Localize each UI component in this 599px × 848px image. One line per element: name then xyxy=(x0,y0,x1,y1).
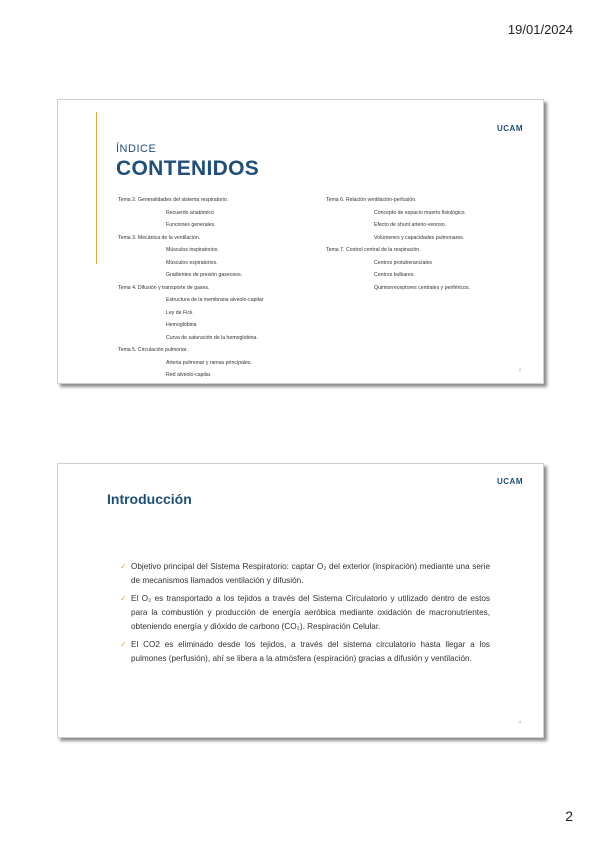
slide-introduction xyxy=(57,463,544,738)
slide-title: CONTENIDOS xyxy=(116,157,260,180)
ucam-logo: UCAM xyxy=(497,124,523,133)
toc-subitem: Ley de Fick xyxy=(166,309,193,316)
bullet-list xyxy=(120,560,490,670)
toc-subitem: Red alveolo-capilar. xyxy=(166,372,212,378)
ucam-logo: UCAM xyxy=(497,477,523,486)
bullet-text: El O₂ es transportado a los tejidos a través del Sistema Circulatorio y utilizado dentro de estos para la combustión y producción de energía aeróbica mediante oxidación de macronutrientes, obteniendo energía y dióxido de carbono (CO₂). Respiración Celular. xyxy=(131,594,490,631)
toc-subitem: Curva de saturación de la hemoglobina. xyxy=(166,334,258,341)
toc-subitem: Concepto de espacio muerto fisiológico. xyxy=(374,209,466,216)
checkmark-icon: ✓ xyxy=(120,640,127,649)
toc-subitem: Recuerdo anatómico xyxy=(166,209,214,216)
toc-topic: Tema 2. Generalidades del sistema respiratorio. xyxy=(118,197,229,203)
toc-subitem: Arteria pulmonar y ramas principales. xyxy=(166,359,252,366)
toc-subitem: Hemoglobina xyxy=(166,322,197,328)
toc-left-column xyxy=(118,194,318,382)
toc-topic: Tema 4. Difusión y transporte de gases. xyxy=(118,284,210,291)
bullet-item xyxy=(120,560,490,588)
slide-number: 4 xyxy=(518,719,521,724)
toc-subitem: Centros protuberanciales xyxy=(374,259,432,266)
toc-subitem: Volúmenes y capacidades pulmonares. xyxy=(374,234,465,241)
page-number: 2 xyxy=(565,808,573,824)
bullet-item xyxy=(120,638,490,666)
toc-subitem: Músculos inspiratorios. xyxy=(166,247,219,253)
toc-subitem: Funciones generales. xyxy=(166,222,216,228)
slide-number: 2 xyxy=(518,367,521,372)
toc-subitem: Estructura de la membrana alveolo-capilar xyxy=(166,297,264,303)
toc-subitem: Gradientes de presión gaseosos. xyxy=(166,272,243,278)
toc-subitem: Quimiorreceptores centrales y periféricos. xyxy=(374,284,471,291)
bullet-text: El CO2 es eliminado desde los tejidos, a través del sistema circulatorio hasta llegar a los pulmones (perfusión), ahí se libera a la atmósfera (espiración) gracias a difusión y ventilación. xyxy=(131,640,490,663)
checkmark-icon: ✓ xyxy=(120,594,127,603)
slide-contents xyxy=(57,99,544,384)
toc-topic: Tema 3. Mecánica de la ventilación. xyxy=(118,234,201,241)
toc-subitem: Músculos espiratorios. xyxy=(166,259,218,266)
toc-topic: Tema 6. Relación ventilación-perfusión. xyxy=(326,197,417,203)
toc-topic: Tema 5. Circulación pulmonar. xyxy=(118,347,188,353)
bullet-item xyxy=(120,592,490,634)
page-date: 19/01/2024 xyxy=(507,22,573,37)
checkmark-icon: ✓ xyxy=(120,562,127,571)
toc-right-column xyxy=(326,194,536,294)
toc-subitem: Centros bulbares. xyxy=(374,272,415,278)
toc-topic: Tema 7. Control central de la respiración. xyxy=(326,247,421,253)
section-label: ÍNDICE xyxy=(116,143,157,155)
accent-bar xyxy=(96,112,97,264)
bullet-text: Objetivo principal del Sistema Respiratorio: captar O₂ del exterior (inspiración) mediante una serie de mecanismos llamados ventilación y difusión. xyxy=(131,562,490,585)
toc-subitem: Efecto de shunt arterio-venoso. xyxy=(374,222,447,228)
slide-title: Introducción xyxy=(107,491,192,507)
